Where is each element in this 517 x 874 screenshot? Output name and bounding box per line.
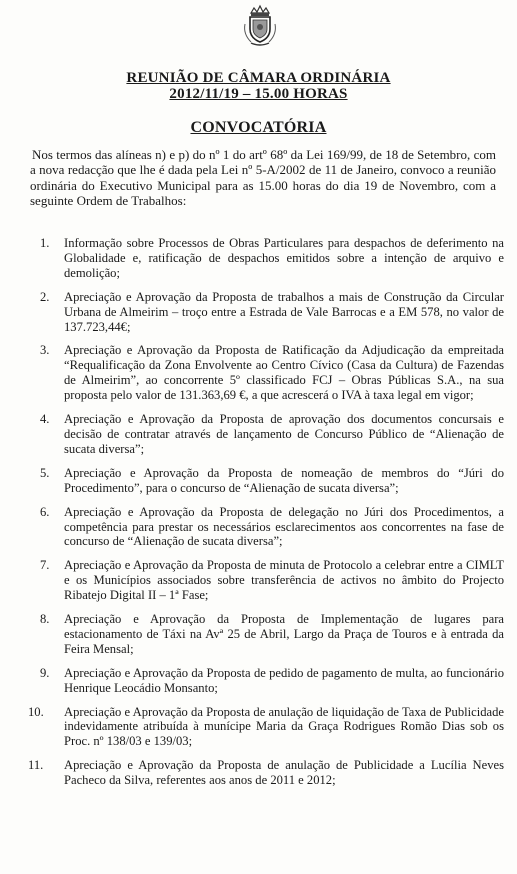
agenda-item-text: Informação sobre Processos de Obras Particulares para despachos de deferimento na Globalidade e, ratificação de despachos emitidos sobre a intenção de arquivo e demolição;: [64, 236, 504, 280]
agenda-item-number: 7.: [40, 558, 50, 573]
agenda-item-text: Apreciação e Aprovação da Proposta de minuta de Protocolo a celebrar entre a CIMLT e os Municípios associados sobre transferência de activos no âmbito do Projecto Ribatejo Digital II – 1ª Fase;: [64, 558, 504, 603]
agenda-item-text: Apreciação e Aprovação da Proposta de pedido de pagamento de multa, ao funcionário Henrique Leocádio Monsanto;: [64, 665, 504, 695]
agenda-item: [28, 236, 504, 281]
agenda-item: [28, 505, 504, 550]
coat-of-arms-icon: [242, 4, 278, 46]
agenda-item-text: Apreciação e Aprovação da Proposta de anulação de Publicidade a Lucília Neves Pacheco da Silva, referentes aos anos de 2011 e 2012;: [64, 758, 504, 788]
agenda-item-text: Apreciação e Aprovação da Proposta de Implementação de lugares para estacionamento de Táxi na Avª 25 de Abril, Largo da Praça de Touros e à entrada da Feira Mensal;: [64, 612, 504, 656]
document-heading: CONVOCATÓRIA: [190, 119, 327, 136]
agenda-item: [28, 612, 504, 657]
agenda-item: [28, 343, 504, 403]
agenda-item-number: 3.: [40, 343, 50, 358]
agenda-item: [28, 558, 504, 603]
agenda-item-text: Apreciação e Aprovação da Proposta de aprovação dos documentos concursais e decisão de contratar através de lançamento de Concurso Público de “Alienação de sucata diversa”;: [64, 412, 504, 456]
agenda-item-number: 5.: [40, 465, 50, 480]
agenda-item-number: 8.: [40, 612, 50, 627]
agenda-item-text: Apreciação e Aprovação da Proposta de Ratificação da Adjudicação da empreitada “Requalificação da Zona Envolvente ao Centro Cívico (Casa da Cultura) de Fazendas de Almeirim”, ao concorrente 5º classificado FCJ – Obras Públicas S.A., na sua proposta pelo valor de 131.363,69 €, a que acrescerá o IVA à taxa legal em vigor;: [64, 343, 504, 403]
agenda-list: [28, 236, 504, 797]
meeting-title: REUNIÃO DE CÂMARA ORDINÁRIA: [126, 70, 391, 86]
agenda-item-number: 4.: [40, 412, 50, 427]
agenda-item: [28, 666, 504, 696]
agenda-item: [28, 466, 504, 496]
agenda-item: [28, 290, 504, 335]
agenda-item-number: 1.: [40, 236, 50, 250]
agenda-item: [28, 758, 504, 788]
agenda-item-number: 2.: [40, 289, 50, 304]
agenda-item: [28, 705, 504, 750]
agenda-item-text: Apreciação e Aprovação da Proposta de anulação de liquidação de Taxa de Publicidade indevidamente atribuída à munícipe Maria da Graça Rodrigues Romão Dias sob os Proc. nº 138/03 e 139/03;: [64, 704, 504, 749]
agenda-item-number: 10.: [28, 704, 44, 719]
agenda-item-number: 6.: [40, 504, 50, 519]
meeting-date-time: 2012/11/19 – 15.00 HORAS: [169, 86, 348, 102]
agenda-item-text: Apreciação e Aprovação da Proposta de trabalhos a mais de Construção da Circular Urbana de Almeirim – troço entre a Estrada de Vale Barrocas e a EM 578, no valor de 137.723,44€;: [64, 289, 504, 334]
agenda-item: [28, 412, 504, 457]
agenda-item-text: Apreciação e Aprovação da Proposta de nomeação de membros do “Júri do Procedimento”, para o concurso de “Alienação de sucata diversa”;: [64, 465, 504, 495]
agenda-item-number: 9.: [40, 665, 50, 680]
agenda-item-text: Apreciação e Aprovação da Proposta de delegação no Júri dos Procedimentos, a competência para prestar os necessários esclarecimentos aos concorrentes na fase de concurso de “Alienação de sucata diversa”;: [64, 504, 504, 549]
intro-paragraph: Nos termos das alíneas n) e p) do nº 1 do artº 68º da Lei 169/99, de 18 de Setembro, com a nova redacção que lhe é dada pela Lei nº 5-A/2002 de 11 de Janeiro, convoco a reunião ordinária do Executivo Municipal para as 15.00 horas do dia 19 de Novembro, com a seguinte Ordem de Trabalhos:: [30, 147, 496, 209]
agenda-item-number: 11.: [28, 758, 44, 773]
